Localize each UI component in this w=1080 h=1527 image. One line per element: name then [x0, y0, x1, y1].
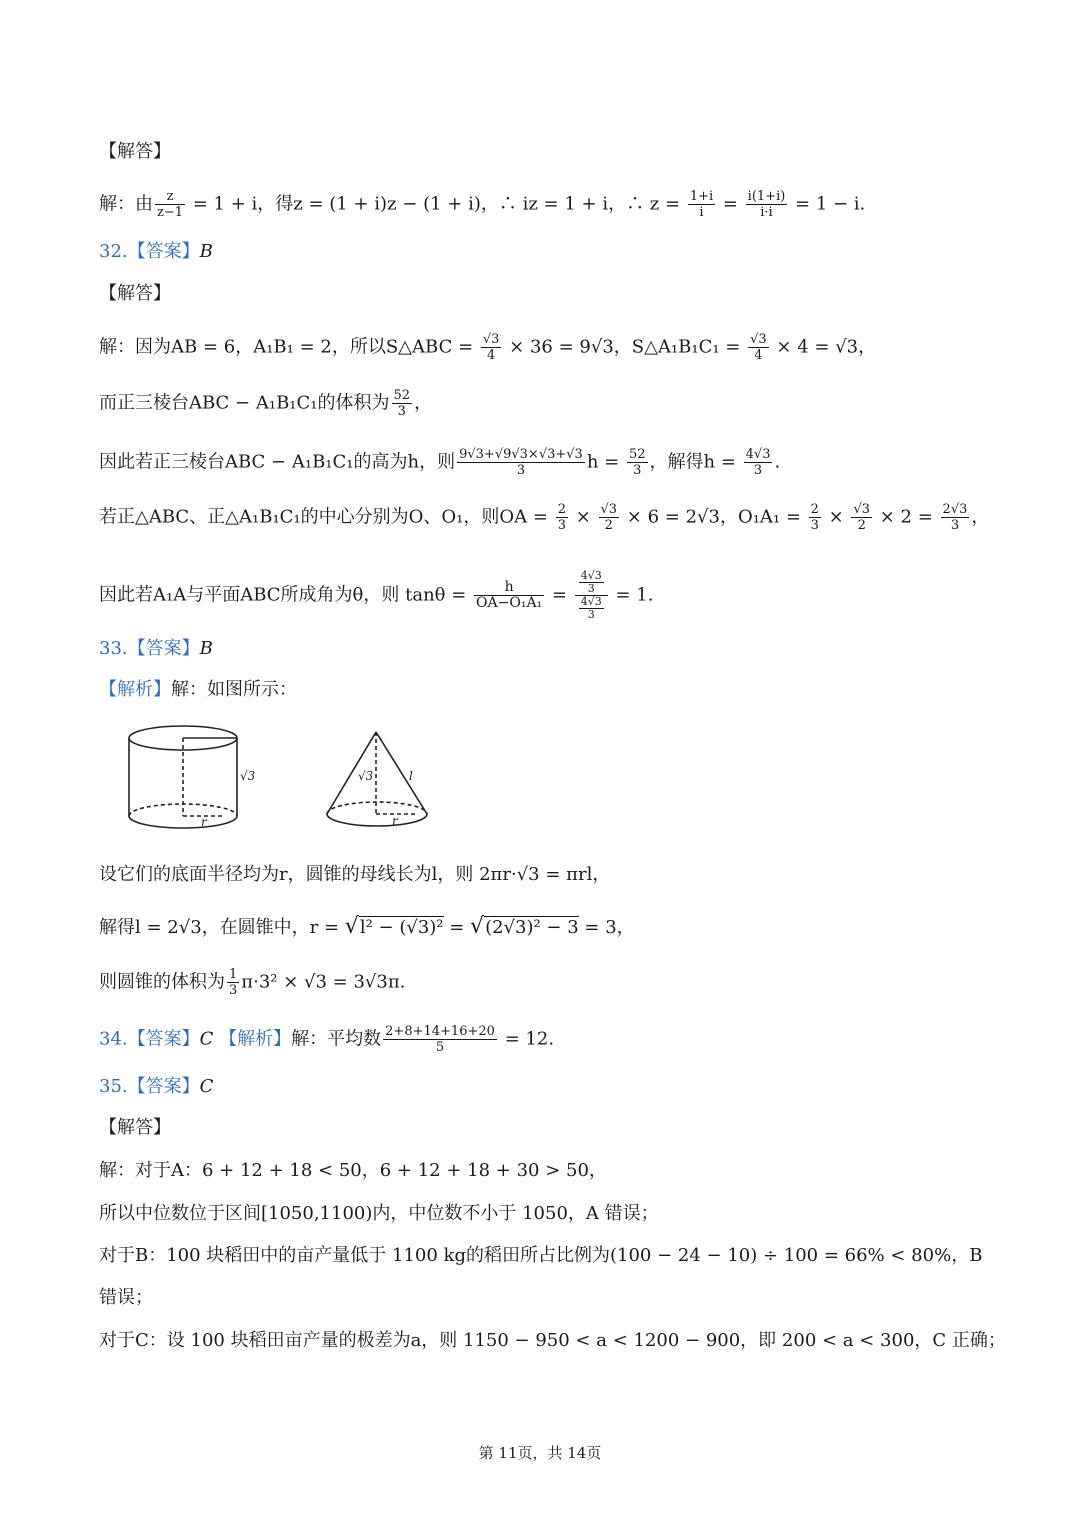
q35-line-3: 对于B：100 块稻田中的亩产量低于 1100 kg的稻田所占比例为(100 − 24 − 10) ÷ 100 = 66% < 80%，B [99, 1245, 983, 1266]
q34-answer-value: C [199, 1028, 214, 1050]
q31-text-prefix: 解：由 [99, 193, 153, 215]
cone-slant-label: l [409, 769, 413, 783]
q33-answer-value: B [199, 638, 213, 659]
q35-answer-label: 35.【答案】 [99, 1076, 200, 1097]
q32-answer-label: 32.【答案】 [99, 241, 200, 262]
q32-line-3: 因此若正三棱台ABC − A₁B₁C₁的高为h，则 $\frac{9√3+√9√3\times√3+√3}{3}$ h = $\frac{52}{3}$ ，解得h = $\frac{4√3}{3}$ . [99, 447, 781, 478]
cylinder-diagram [129, 726, 237, 828]
page-number-footer: 第 11页，共 14页 [478, 1444, 602, 1462]
q31-fraction-1: $\frac{z}{z-1}$ [157, 189, 184, 220]
q31-fraction-3: $\frac{i(1+i)}{i\cdot i}$ [747, 189, 786, 220]
q32-52-over-3: $\frac{52}{3}$ [628, 447, 646, 478]
q32-line-2: 而正三棱台ABC − A₁B₁C₁的体积为 $\frac{52}{3}$ ， [99, 388, 433, 419]
q32-line-4: 若正△ABC、正△A₁B₁C₁的中心分别为O、O₁，则OA = $\frac{2}{3}$ × $\frac{√3}{2}$ × 6 = 2√3，O₁A₁ = $\frac{2}{3}$ × $\frac{√3}{2}$ × 2 = $\frac{2√3}{3}$ ， [99, 502, 990, 533]
q34-mean-fraction: $\frac{2+8+14+16+20}{5}$ [385, 1024, 495, 1055]
q35-answer-value: C [199, 1076, 214, 1097]
q31-text-2: = 1 + i，得z = (1 + i)z − (1 + i)，∴ iz = 1 + i，∴ z = [187, 193, 686, 215]
q32-line-1: 解：因为AB = 6，A₁B₁ = 2，所以S△ABC = $\frac{√3}{4}$ × 36 = 9√3，S△A₁B₁C₁ = $\frac{√3}{4}$ × 4 = √3， [99, 332, 877, 363]
cylinder-radius-label: r [201, 815, 207, 829]
q32-frac-sqrt3-over-4-a: $\frac{√3}{4}$ [482, 332, 500, 363]
q32-tan-fraction: $\frac{h}{\text{OA−O₁A₁}}$ [476, 579, 543, 611]
q35-line-2: 所以中位数位于区间[1050,1100)内，中位数不小于 1050，A 错误； [99, 1203, 659, 1224]
q33-line-2: 解得l = 2√3，在圆锥中，r = √l² − (√3)² = √(2√3)² − 3 = 3， [99, 914, 635, 939]
q34-line: 34.【答案】C 【解析】解：平均数 $\frac{2+8+14+16+20}{5}$ = 12. [99, 1024, 555, 1055]
cylinder-height-label: √3 [240, 769, 256, 783]
q31-text-4: = 1 − i. [789, 193, 866, 215]
q32-frac-sqrt3-over-4-b: $\frac{√3}{4}$ [750, 332, 767, 363]
q31-solution-line: 解：由 $\frac{z}{z-1}$ = 1 + i，得z = (1 + i)z − (1 + i)，∴ iz = 1 + i，∴ z = $\frac{1+i}{i}$ = $\frac{i(1+i)}{i\cdot i}$ = 1 − i. [99, 189, 866, 220]
q33-radical-1: l² − (√3)² [359, 917, 444, 938]
q33-one-third: $\frac{1}{3}$ [229, 967, 238, 998]
q35-answer-line [99, 1074, 213, 1100]
q34-answer-label: 34.【答案】 [99, 1028, 200, 1050]
q32-answer-value: B [199, 241, 213, 262]
q33-answer-label: 33.【答案】 [99, 638, 200, 659]
q33-analysis-line: 【解析】解：如图所示： [99, 679, 297, 700]
q33-answer-line [99, 636, 213, 662]
q32-h-value: $\frac{4√3}{3}$ [745, 447, 771, 478]
cone-radius-label: r [392, 814, 398, 828]
q32-answer-line [99, 239, 213, 265]
q35-line-4: 错误； [99, 1287, 153, 1308]
q32-height-fraction: $\frac{9√3+√9√3\times√3+√3}{3}$ [459, 447, 583, 478]
q33-analysis-label: 【解析】 [99, 679, 171, 700]
q34-analysis-label: 【解析】 [219, 1028, 292, 1050]
q32-volume-fraction: $\frac{52}{3}$ [393, 388, 411, 419]
solution-header-31: 【解答】 [99, 141, 171, 162]
q33-radical-2: (2√3)² − 3 [485, 917, 579, 938]
q32-solution-header: 【解答】 [99, 283, 171, 304]
q32-line-5: 因此若A₁A与平面ABC所成角为θ，则 tanθ = $\frac{h}{\text{OA−O₁A₁}}$ = $\frac{\frac{4√3}{3}}{\frac{4√3}{3}}$ = 1. [99, 569, 654, 621]
q33-line-3: 则圆锥的体积为 $\frac{1}{3}$ π·3² × √3 = 3√3π. [99, 967, 406, 998]
cone-height-label: √3 [358, 769, 374, 783]
cylinder-cone-figure [99, 718, 459, 843]
q31-fraction-2: $\frac{1+i}{i}$ [689, 189, 714, 220]
q32-nested-fraction: $\frac{\frac{4√3}{3}}{\frac{4√3}{3}}$ [575, 570, 608, 621]
q35-solution-header: 【解答】 [99, 1117, 171, 1138]
q35-line-5: 对于C：设 100 块稻田亩产量的极差为a，则 1150 − 950 < a < 1200 − 900，即 200 < a < 300，C 正确； [99, 1330, 1006, 1351]
q33-line-1: 设它们的底面半径均为r，圆锥的母线长为l，则 2πr·√3 = πrl， [99, 864, 611, 885]
q35-line-1: 解：对于A：6 + 12 + 18 < 50，6 + 12 + 18 + 30 > 50， [99, 1160, 607, 1181]
